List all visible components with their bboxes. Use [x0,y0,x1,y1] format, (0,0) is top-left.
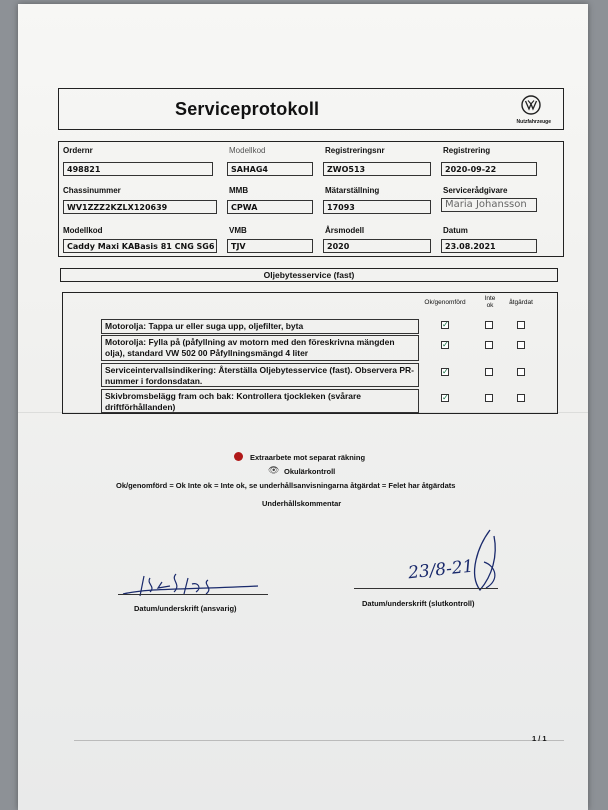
checklist-table [62,292,558,414]
row-4-ok-checkbox[interactable]: ✓ [442,393,449,402]
ordernr-field: 498821 [63,162,213,176]
modellkod-field: SAHAG4 [227,162,313,176]
registreringsnr-field: ZWO513 [323,162,431,176]
chassinummer-label: Chassinummer [63,186,121,195]
right-signature-line [354,588,498,589]
datum-field: 23.08.2021 [441,239,537,253]
col-ok: Ok/genomförd [424,299,466,306]
legend-okular: Okulärkontroll [284,467,336,476]
chassinummer-field: WV1ZZZ2KZLX120639 [63,200,217,214]
modell-label: Modellkod [63,226,103,235]
page-number: 1 / 1 [532,734,547,743]
datum-label: Datum [443,226,468,235]
row-1-inte-ok-checkbox[interactable] [485,321,493,329]
mmb-label: MMB [229,186,249,195]
matarstallning-label: Mätarställning [325,186,380,195]
eye-icon: 👁 [268,465,280,475]
arsmodell-field: 2020 [323,239,431,253]
col-inte-ok: Inte ok [484,295,496,309]
left-signature-line [118,594,268,595]
legend-extra: Extraarbete mot separat räkning [250,453,366,462]
registrering-field: 2020-09-22 [441,162,537,176]
vmb-label: VMB [229,226,247,235]
checklist-row-2: Motorolja: Fylla på (påfyllning av motorn med den föreskrivna mängden olja), standard VW 502 00 Påfyllningsmängd 4 liter [101,335,419,361]
row-2-inte-ok-checkbox[interactable] [485,341,493,349]
brand-subtitle: Nutzfahrzeuge [516,119,551,125]
section-title: Oljebytesservice (fast) [60,268,558,282]
modellkod-label: Modellkod [229,146,266,155]
row-3-atgardat-checkbox[interactable] [517,368,525,376]
legend-explanation: Ok/genomförd = Ok Inte ok = Inte ok, se underhållsanvisningarna åtgärdat = Felet har åtgärdats [116,481,456,490]
checklist-row-1: Motorolja: Tappa ur eller suga upp, oljefilter, byta [101,319,419,334]
right-signature-date: 23/8-21 [407,556,475,584]
row-1-ok-checkbox[interactable]: ✓ [442,320,449,329]
row-1-atgardat-checkbox[interactable] [517,321,525,329]
vehicle-info-box [58,141,564,257]
left-signature-text [142,569,201,585]
vmb-field: TJV [227,239,313,253]
matarstallning-field: 17093 [323,200,431,214]
row-4-atgardat-checkbox[interactable] [517,394,525,402]
checklist-row-3: Serviceintervallsindikering: Återställa Oljebytesservice (fast). Observera PR-nummer i fordonsdatan. [101,363,419,387]
mmb-field: CPWA [227,200,313,214]
comment-heading: Underhållskommentar [262,499,342,508]
row-2-atgardat-checkbox[interactable] [517,341,525,349]
arsmodell-label: Årsmodell [325,226,365,235]
servicerad-label: Servicerådgivare [443,186,508,195]
modell-field: Caddy Maxi KABasis 81 CNG SG6 [63,239,217,253]
title-box [58,88,564,130]
left-signature-label: Datum/underskrift (ansvarig) [134,604,237,613]
extra-work-dot-icon [234,452,243,461]
servicerad-field: Maria Johansson [441,198,537,212]
row-3-ok-checkbox[interactable]: ✓ [442,367,449,376]
registreringsnr-label: Registreringsnr [325,146,385,155]
col-atgardat: åtgärdat [509,299,533,306]
row-4-inte-ok-checkbox[interactable] [485,394,493,402]
checklist-row-4: Skivbromsbelägg fram och bak: Kontrollera tjockleken (svårare driftförhållanden) [101,389,419,413]
document-page [18,4,588,810]
footer-line [74,740,564,741]
row-2-ok-checkbox[interactable]: ✓ [442,340,449,349]
vw-logo-icon [521,95,541,115]
right-signature-label: Datum/underskrift (slutkontroll) [362,599,475,608]
row-3-inte-ok-checkbox[interactable] [485,368,493,376]
page-title: Serviceprotokoll [175,99,320,119]
registrering-label: Registrering [443,146,491,155]
ordernr-label: Ordernr [63,146,93,155]
